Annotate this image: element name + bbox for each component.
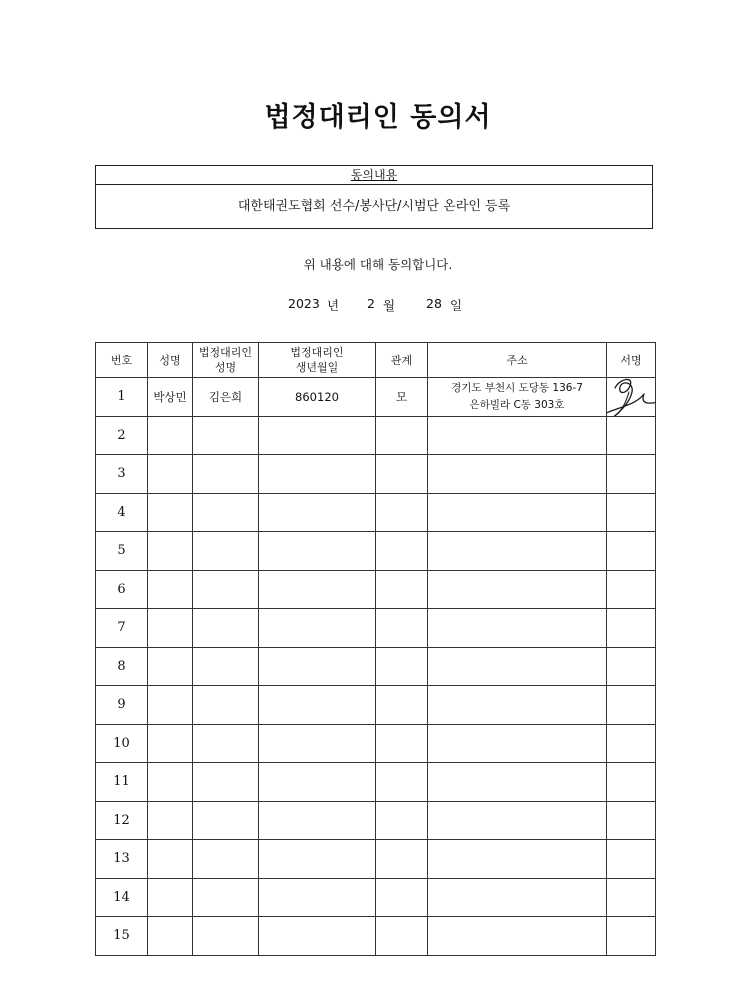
cell-address: [428, 609, 607, 648]
agreement-statement: 위 내용에 대해 동의합니다.: [303, 257, 453, 272]
cell-name: [148, 416, 193, 455]
cell-guardian-birth: [259, 416, 376, 455]
cell-guardian-birth: [259, 455, 376, 494]
header-guardian-birth: 법정대리인 생년월일: [259, 343, 376, 378]
cell-guardian-name: [193, 493, 259, 532]
cell-relation: [376, 416, 428, 455]
cell-name: [148, 801, 193, 840]
cell-relation: [376, 532, 428, 571]
cell-number: 8: [96, 647, 148, 686]
cell-guardian-birth: [259, 609, 376, 648]
cell-signature: [607, 378, 656, 417]
cell-relation: [376, 493, 428, 532]
cell-guardian-birth: [259, 801, 376, 840]
cell-guardian-name: [193, 878, 259, 917]
cell-relation: [376, 647, 428, 686]
table-row: [96, 493, 656, 532]
cell-guardian-birth: [259, 686, 376, 725]
cell-guardian-name: [193, 532, 259, 571]
cell-guardian-birth: [259, 570, 376, 609]
consent-box: [95, 165, 653, 229]
table-row: [96, 416, 656, 455]
header-signature: 서명: [607, 343, 656, 378]
cell-name: [148, 532, 193, 571]
cell-relation: [376, 570, 428, 609]
cell-name: [148, 609, 193, 648]
handwritten-signature: [607, 378, 656, 417]
table-row: [96, 686, 656, 725]
table-row: [96, 609, 656, 648]
cell-relation: [376, 455, 428, 494]
cell-address: [428, 570, 607, 609]
cell-signature: [607, 609, 656, 648]
cell-guardian-name: [193, 763, 259, 802]
cell-name: [148, 455, 193, 494]
cell-relation: [376, 724, 428, 763]
header-relation: 관계: [376, 343, 428, 378]
cell-number: 13: [96, 840, 148, 879]
cell-name: 박상민: [148, 378, 193, 417]
cell-address: [428, 801, 607, 840]
cell-guardian-name: [193, 840, 259, 879]
cell-relation: [376, 917, 428, 956]
cell-name: [148, 493, 193, 532]
cell-number: 6: [96, 570, 148, 609]
cell-guardian-birth: [259, 647, 376, 686]
cell-number: 10: [96, 724, 148, 763]
cell-address: [428, 493, 607, 532]
cell-guardian-name: 김은희: [193, 378, 259, 417]
cell-signature: [607, 647, 656, 686]
cell-guardian-name: [193, 609, 259, 648]
cell-signature: [607, 570, 656, 609]
cell-number: 3: [96, 455, 148, 494]
table-row: [96, 378, 656, 417]
cell-address: [428, 416, 607, 455]
registration-table: [95, 342, 656, 956]
cell-relation: 모: [376, 378, 428, 417]
cell-address: [428, 878, 607, 917]
cell-number: 7: [96, 609, 148, 648]
cell-signature: [607, 493, 656, 532]
date-month: 2: [367, 296, 375, 311]
cell-address: [428, 917, 607, 956]
header-number: 번호: [96, 343, 148, 378]
header-address: 주소: [428, 343, 607, 378]
cell-relation: [376, 840, 428, 879]
table-row: [96, 917, 656, 956]
cell-number: 2: [96, 416, 148, 455]
table-row: [96, 724, 656, 763]
cell-name: [148, 917, 193, 956]
table-row: [96, 878, 656, 917]
cell-guardian-birth: [259, 878, 376, 917]
cell-guardian-name: [193, 570, 259, 609]
document-title: 법정대리인 동의서: [264, 102, 492, 133]
consent-header: 동의내용: [96, 166, 652, 185]
cell-guardian-birth: 860120: [259, 378, 376, 417]
cell-signature: [607, 878, 656, 917]
table-header-row: [96, 343, 656, 378]
cell-relation: [376, 763, 428, 802]
cell-number: 12: [96, 801, 148, 840]
cell-guardian-birth: [259, 532, 376, 571]
cell-signature: [607, 724, 656, 763]
cell-name: [148, 724, 193, 763]
cell-name: [148, 686, 193, 725]
cell-guardian-name: [193, 686, 259, 725]
table-row: [96, 455, 656, 494]
cell-guardian-name: [193, 801, 259, 840]
date-year: 2023: [288, 296, 320, 311]
cell-guardian-birth: [259, 840, 376, 879]
cell-address: [428, 763, 607, 802]
cell-relation: [376, 609, 428, 648]
cell-number: 9: [96, 686, 148, 725]
cell-relation: [376, 801, 428, 840]
date-month-unit: 월: [383, 298, 396, 313]
cell-guardian-name: [193, 455, 259, 494]
table-row: [96, 801, 656, 840]
cell-signature: [607, 801, 656, 840]
cell-number: 14: [96, 878, 148, 917]
cell-name: [148, 763, 193, 802]
cell-address: [428, 840, 607, 879]
cell-name: [148, 647, 193, 686]
cell-signature: [607, 917, 656, 956]
cell-signature: [607, 686, 656, 725]
cell-guardian-birth: [259, 493, 376, 532]
cell-relation: [376, 686, 428, 725]
table-row: [96, 763, 656, 802]
cell-guardian-birth: [259, 763, 376, 802]
cell-guardian-birth: [259, 917, 376, 956]
cell-name: [148, 570, 193, 609]
cell-guardian-birth: [259, 724, 376, 763]
cell-address: [428, 686, 607, 725]
cell-guardian-name: [193, 917, 259, 956]
cell-number: 15: [96, 917, 148, 956]
cell-address: [428, 532, 607, 571]
table-row: [96, 647, 656, 686]
cell-name: [148, 840, 193, 879]
date-day-unit: 일: [450, 298, 463, 313]
table-row: [96, 840, 656, 879]
table-row: [96, 532, 656, 571]
header-guardian-name: 법정대리인 성명: [193, 343, 259, 378]
table-row: [96, 570, 656, 609]
date-year-unit: 년: [327, 298, 340, 313]
cell-guardian-name: [193, 647, 259, 686]
cell-guardian-name: [193, 416, 259, 455]
cell-number: 5: [96, 532, 148, 571]
cell-number: 11: [96, 763, 148, 802]
cell-relation: [376, 878, 428, 917]
cell-guardian-name: [193, 724, 259, 763]
cell-address: [428, 455, 607, 494]
cell-signature: [607, 840, 656, 879]
cell-address: [428, 647, 607, 686]
cell-signature: [607, 763, 656, 802]
date-day: 28: [426, 296, 442, 311]
cell-signature: [607, 532, 656, 571]
cell-signature: [607, 416, 656, 455]
cell-address: [428, 724, 607, 763]
consent-content: 대한태권도협회 선수/봉사단/시범단 온라인 등록: [237, 199, 511, 214]
cell-number: 4: [96, 493, 148, 532]
cell-name: [148, 878, 193, 917]
header-name: 성명: [148, 343, 193, 378]
cell-address: 경기도 부천시 도당동 136-7 은하빌라 C동 303호: [428, 378, 607, 417]
cell-signature: [607, 455, 656, 494]
cell-number: 1: [96, 378, 148, 417]
